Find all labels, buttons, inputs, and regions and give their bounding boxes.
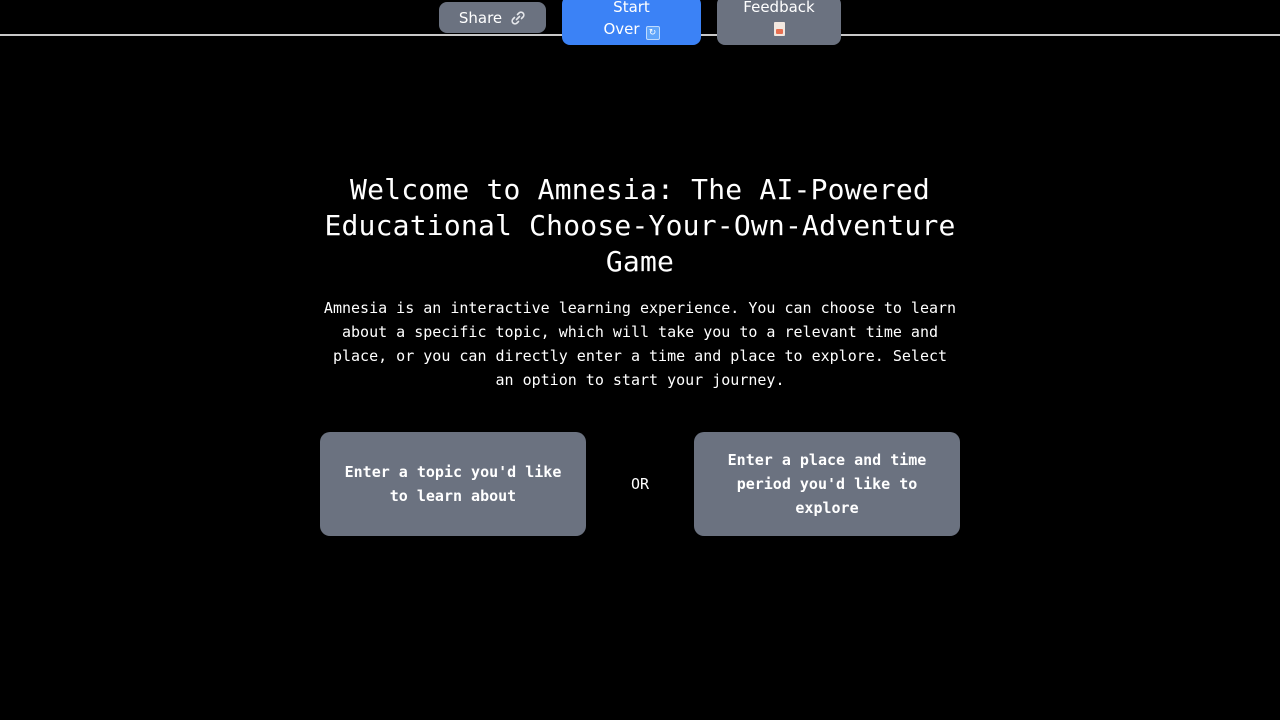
topic-option-label: Enter a topic you'd like to learn about xyxy=(344,463,562,505)
topic-option-button[interactable] xyxy=(320,432,586,536)
document-icon xyxy=(774,22,785,36)
feedback-icon-wrap xyxy=(717,18,841,40)
link-icon xyxy=(510,10,526,26)
start-over-label-line1: Start xyxy=(613,0,650,16)
refresh-icon: ↻ xyxy=(646,26,660,40)
share-button-label: Share xyxy=(458,8,503,27)
start-over-label-line2-wrap xyxy=(562,18,701,40)
page-title: Welcome to Amnesia: The AI-Powered Educational Choose-Your-Own-Adventure Game xyxy=(324,173,956,278)
or-separator: OR xyxy=(630,475,650,493)
place-time-option-button[interactable] xyxy=(694,432,960,536)
feedback-button[interactable] xyxy=(717,0,841,45)
place-time-option-label: Enter a place and time period you'd like to explore xyxy=(727,451,927,517)
intro-description: Amnesia is an interactive learning experience. You can choose to learn about a specific topic, which will take you to a relevant time and place, or you can directly enter a time and place to explore. Select an option to start your journey. xyxy=(323,299,957,389)
share-button[interactable] xyxy=(439,2,546,33)
start-over-label-line2: Over xyxy=(603,20,640,38)
start-over-button[interactable] xyxy=(562,0,701,45)
feedback-label: Feedback xyxy=(743,0,815,16)
top-bar xyxy=(0,0,1280,36)
